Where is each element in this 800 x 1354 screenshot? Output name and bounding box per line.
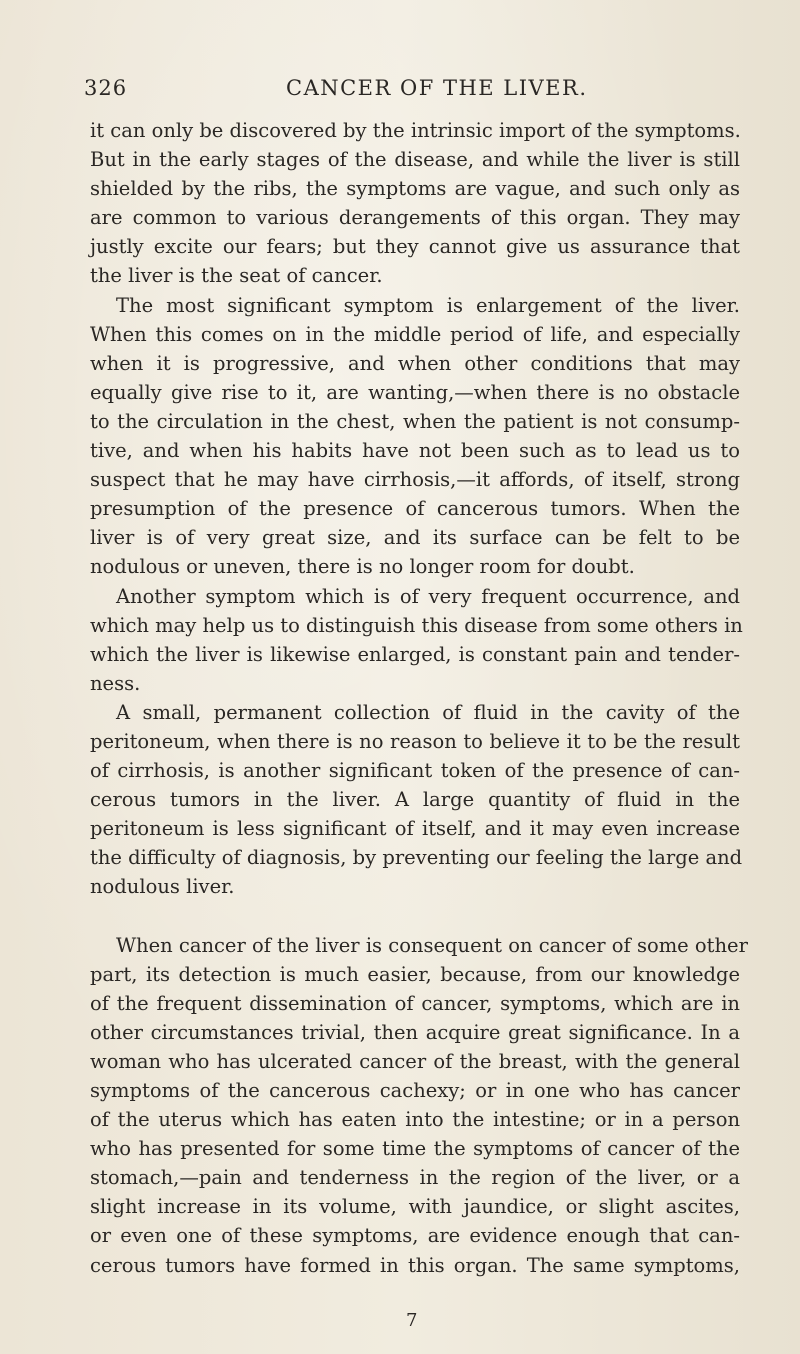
text-line: the liver is the seat of cancer. xyxy=(90,264,383,288)
paragraph xyxy=(90,291,740,582)
text-line: A small, permanent collection of fluid in the cavity of the xyxy=(116,700,740,724)
text-line: to the circulation in the chest, when the patient is not consump- xyxy=(90,409,740,433)
text-line: are common to various derangements of this organ. They may xyxy=(90,206,740,230)
text-line: cerous tumors in the liver. A large quantity of fluid in the xyxy=(90,788,740,812)
text-line: equally give rise to it, are wanting,—when there is no obstacle xyxy=(90,380,740,404)
section-gap xyxy=(90,902,740,931)
text-line: presumption of the presence of cancerous tumors. When the xyxy=(90,497,740,521)
text-line: of the uterus which has eaten into the intestine; or in a person xyxy=(90,1108,740,1132)
text-line: tive, and when his habits have not been such as to lead us to xyxy=(90,439,740,463)
text-line: symptoms of the cancerous cachexy; or in one who has cancer xyxy=(90,1079,740,1102)
text-line: of the frequent dissemination of cancer, symptoms, which are in xyxy=(90,991,740,1015)
text-line: or even one of these symptoms, are evidence enough that can- xyxy=(90,1224,740,1248)
text-line: when it is progressive, and when other conditions that may xyxy=(90,351,740,375)
text-line: liver is of very great size, and its surface can be felt to be xyxy=(90,526,740,550)
text-line: When this comes on in the middle period of life, and especially xyxy=(90,322,740,346)
signature-mark: 7 xyxy=(406,1310,418,1331)
page-number: 326 xyxy=(84,76,128,100)
text-line: suspect that he may have cirrhosis,—it affords, of itself, strong xyxy=(90,468,740,492)
text-line: peritoneum is less significant of itself, and it may even increase xyxy=(90,817,740,841)
paragraph xyxy=(90,698,743,902)
text-line: which may help us to distinguish this disease from some others in xyxy=(90,613,743,637)
text-line: part, its detection is much easier, because, from our knowledge xyxy=(90,962,740,986)
paragraph xyxy=(90,582,743,698)
text-line: it can only be discovered by the intrinsic import of the symptoms. xyxy=(90,119,741,142)
text-line: which the liver is likewise enlarged, is constant pain and tender- xyxy=(90,642,740,666)
text-line: ness. xyxy=(90,671,141,695)
text-line: the difficulty of diagnosis, by preventing our feeling the large and xyxy=(90,846,743,870)
body-text xyxy=(90,116,748,1280)
text-line: who has presented for some time the symptoms of cancer of the xyxy=(90,1137,740,1161)
text-line: slight increase in its volume, with jaundice, or slight ascites, xyxy=(90,1195,740,1219)
page-header xyxy=(84,76,764,110)
text-line: nodulous liver. xyxy=(90,875,235,899)
text-line: Another symptom which is of very frequent occurrence, and xyxy=(116,584,740,608)
text-line: But in the early stages of the disease, and while the liver is still xyxy=(90,148,740,172)
text-line: The most significant symptom is enlargement of the liver. xyxy=(116,293,740,317)
text-line: stomach,—pain and tenderness in the region of the liver, or a xyxy=(90,1166,740,1190)
paragraph xyxy=(90,931,748,1280)
text-line: When cancer of the liver is consequent on cancer of some other xyxy=(116,933,748,957)
text-line: shielded by the ribs, the symptoms are vague, and such only as xyxy=(90,177,740,201)
paragraph xyxy=(90,116,740,291)
text-line: of cirrhosis, is another significant token of the presence of can- xyxy=(90,759,740,783)
text-line: justly excite our fears; but they cannot give us assurance that xyxy=(90,235,740,259)
text-line: other circumstances trivial, then acquire great significance. In a xyxy=(90,1020,740,1044)
text-line: nodulous or uneven, there is no longer room for doubt. xyxy=(90,555,635,579)
running-head: CANCER OF THE LIVER. xyxy=(286,76,588,100)
text-line: cerous tumors have formed in this organ. The same symptoms, xyxy=(90,1253,740,1277)
text-line: peritoneum, when there is no reason to believe it to be the result xyxy=(90,729,740,753)
text-line: woman who has ulcerated cancer of the breast, with the general xyxy=(90,1049,740,1073)
